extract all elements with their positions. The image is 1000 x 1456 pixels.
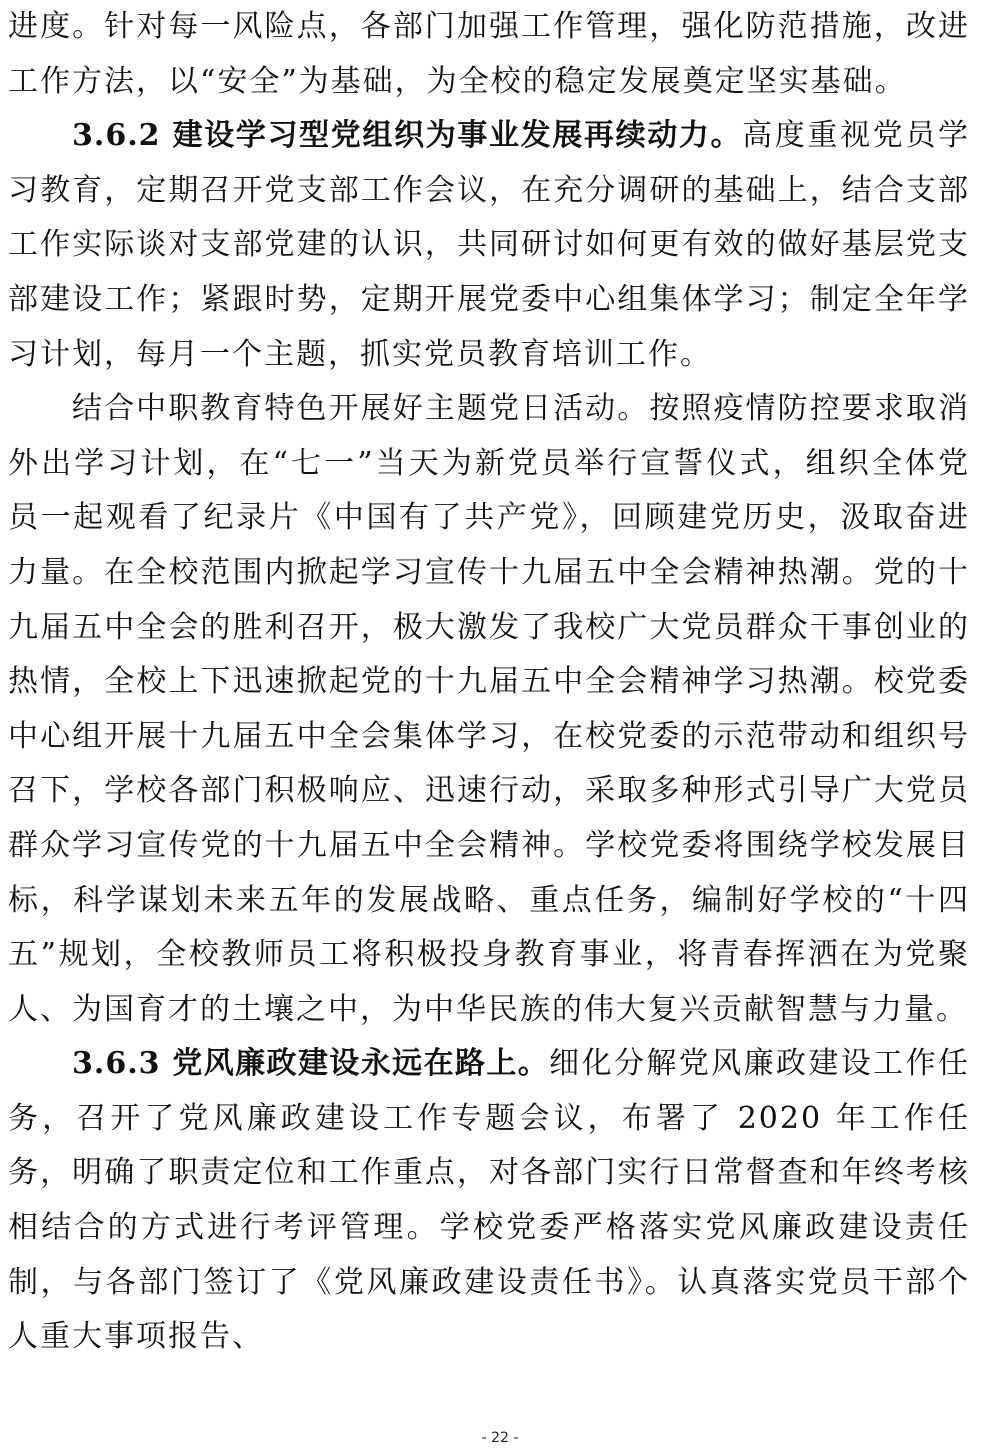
paragraph-3-6-2 — [8, 109, 970, 382]
section-heading-3-6-3: 3.6.3 党风廉政建设永远在路上。 — [72, 1046, 550, 1082]
paragraph-text: 结合中职教育特色开展好主题党日活动。按照疫情防控要求取消外出学习计划，在“七一”当天为新党员举行宣誓仪式，组织全体党员一起观看了纪录片《中国有了共产党》，回顾建党历史，汲取奋进力量。在全校范围内掀起学习宣传十九届五中全会精神热潮。党的十九届五中全会的胜利召开，极大激发了我校广大党员群众干事创业的热情，全校上下迅速掀起党的十九届五中全会精神学习热潮。校党委中心组开展十九届五中全会集体学习，在校党委的示范带动和组织号召下，学校各部门积极响应、迅速行动，采取多种形式引导广大党员群众学习宣传党的十九届五中全会精神。学校党委将围绕学校发展目标，科学谋划未来五年的发展战略、重点任务，编制好学校的“十四五”规划，全校教师员工将积极投身教育事业，将青春挥洒在为党聚人、为国育才的土壤之中，为中华民族的伟大复兴贡献智慧与力量。 — [8, 391, 970, 1027]
paragraph-text: 高度重视党员学习教育，定期召开党支部工作会议，在充分调研的基础上，结合支部工作实际谈对支部党建的认识，共同研讨如何更有效的做好基层党支部建设工作；紧跟时势，定期开展党委中心组集体学习；制定全年学习计划，每月一个主题，抓实党员教育培训工作。 — [8, 118, 970, 372]
paragraph-party-day — [8, 382, 970, 1037]
paragraph-continued — [8, 0, 970, 109]
document-body — [8, 0, 970, 1365]
paragraph-text: 细化分解党风廉政建设工作任务，召开了党风廉政建设工作专题会议，布署了 2020 年工作任务，明确了职责定位和工作重点，对各部门实行日常督查和年终考核相结合的方式进行考评管理。学校党委严格落实党风廉政建设责任制，与各部门签订了《党风廉政建设责任书》。认真落实党员干部个人重大事项报告、 — [8, 1046, 970, 1355]
page-number: - 22 - — [481, 1430, 519, 1446]
section-heading-3-6-2: 3.6.2 建设学习型党组织为事业发展再续动力。 — [72, 118, 743, 154]
paragraph-3-6-3 — [8, 1037, 970, 1365]
paragraph-text: 进度。针对每一风险点，各部门加强工作管理，强化防范措施，改进工作方法，以“安全”为基础，为全校的稳定发展奠定坚实基础。 — [8, 9, 970, 99]
